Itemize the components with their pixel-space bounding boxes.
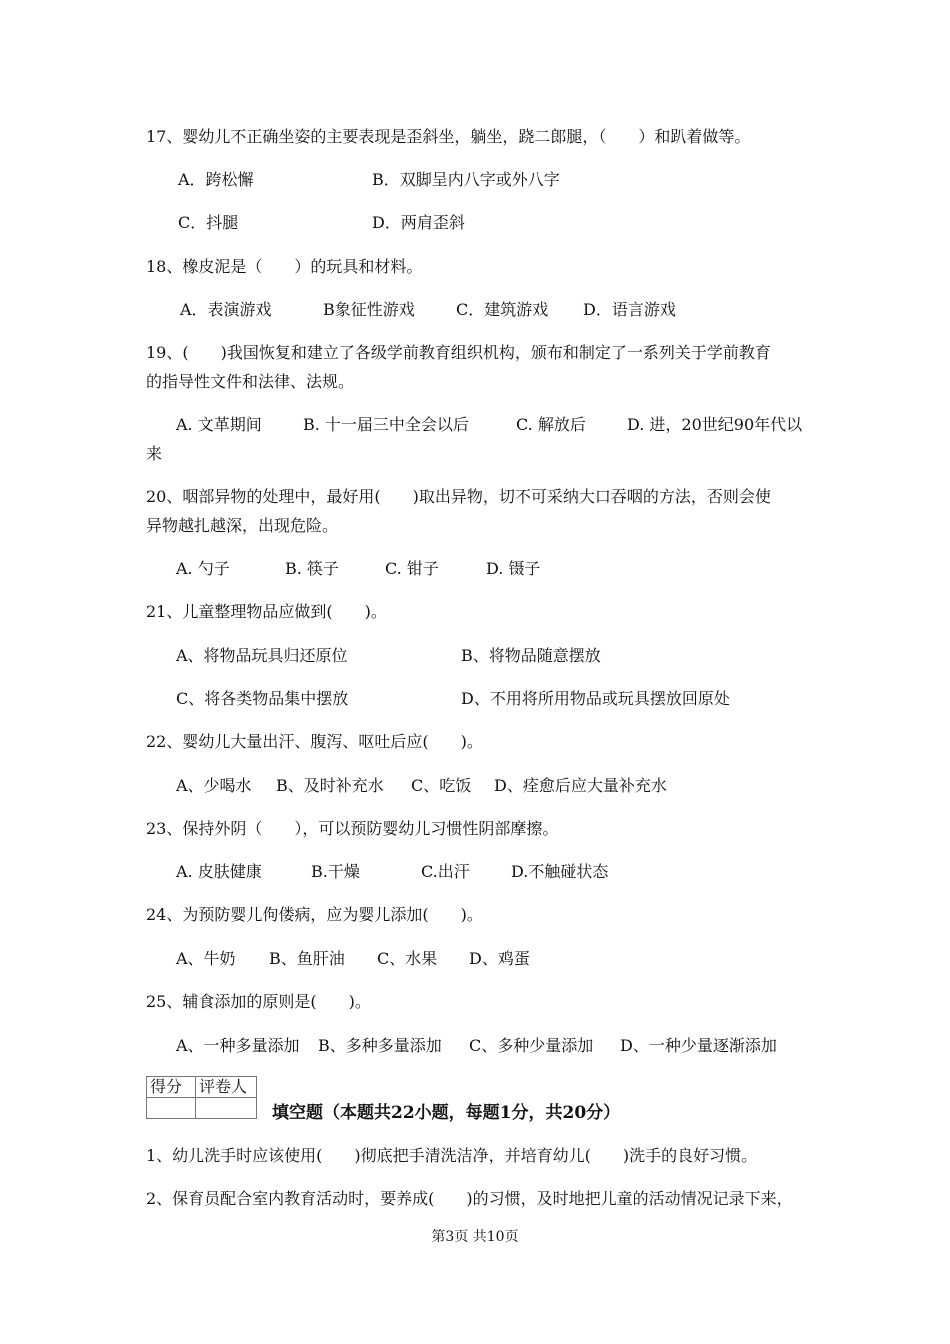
- grader-label: 评卷人: [196, 1077, 257, 1098]
- grader-cell: [196, 1098, 257, 1119]
- question-20-stem-line2: 异物越扎越深，出现危险。: [146, 516, 339, 535]
- page-footer: 第3页 共10页: [431, 1229, 519, 1245]
- question-20-option-a: A. 勺子: [176, 559, 230, 578]
- question-21-stem: 21、儿童整理物品应做到( )。: [146, 602, 387, 621]
- question-19-option-d: D. 进，20世纪90年代以: [627, 415, 803, 434]
- question-25-option-d: D、一种少量逐渐添加: [620, 1036, 777, 1055]
- fill-question-2: 2、保育员配合室内教育活动时，要养成( )的习惯，及时地把儿童的活动情况记录下来，: [146, 1189, 793, 1208]
- question-22-option-a: A、少喝水: [176, 776, 252, 795]
- question-18-option-a: A．表演游戏: [180, 300, 272, 319]
- question-18-option-b: B象征性游戏: [323, 300, 415, 319]
- question-23-stem: 23、保持外阴（ ），可以预防婴幼儿习惯性阴部摩擦。: [146, 819, 559, 838]
- question-19-stem-line2: 的指导性文件和法律、法规。: [146, 372, 355, 391]
- question-21-option-d: D、不用将所用物品或玩具摆放回原处: [461, 689, 730, 708]
- question-24-option-c: C、水果: [377, 949, 438, 968]
- question-20-stem-line1: 20、咽部异物的处理中，最好用( )取出异物，切不可采纳大口吞咽的方法，否则会使: [146, 487, 771, 506]
- question-17-option-d: D．两肩歪斜: [372, 213, 465, 232]
- question-24-option-b: B、鱼肝油: [269, 949, 345, 968]
- question-23-option-d: D.不触碰状态: [511, 862, 609, 881]
- question-25-option-b: B、多种多量添加: [318, 1036, 442, 1055]
- question-21-option-b: B、将物品随意摆放: [461, 646, 601, 665]
- question-17-stem: 17、婴幼儿不正确坐姿的主要表现是歪斜坐，躺坐，跷二郎腿，（ ）和趴着做等。: [146, 127, 751, 146]
- question-17-option-a: A．跨松懈: [178, 170, 254, 189]
- question-19-option-d-wrap: 来: [146, 444, 163, 463]
- question-20-option-d: D. 镊子: [486, 559, 541, 578]
- question-19-option-c: C. 解放后: [516, 415, 586, 434]
- question-22-option-c: C、吃饭: [411, 776, 472, 795]
- question-18-option-c: C．建筑游戏: [456, 300, 549, 319]
- question-25-option-a: A、一种多量添加: [176, 1036, 300, 1055]
- question-20-option-c: C. 钳子: [385, 559, 439, 578]
- question-22-option-d: D、痊愈后应大量补充水: [494, 776, 667, 795]
- question-23-option-a: A. 皮肤健康: [176, 862, 262, 881]
- question-17-option-b: B．双脚呈内八字或外八字: [372, 170, 560, 189]
- question-25-option-c: C、多种少量添加: [469, 1036, 594, 1055]
- question-18-stem: 18、橡皮泥是（ ）的玩具和材料。: [146, 257, 423, 276]
- question-23-option-b: B.干燥: [311, 862, 360, 881]
- question-19-option-b: B. 十一届三中全会以后: [303, 415, 469, 434]
- score-box: [146, 1076, 257, 1119]
- question-22-stem: 22、婴幼儿大量出汗、腹泻、呕吐后应( )。: [146, 732, 483, 751]
- question-18-option-d: D．语言游戏: [583, 300, 676, 319]
- question-24-option-d: D、鸡蛋: [469, 949, 530, 968]
- score-cell: [147, 1098, 196, 1119]
- question-24-option-a: A、牛奶: [176, 949, 236, 968]
- score-label: 得分: [147, 1077, 196, 1098]
- question-22-option-b: B、及时补充水: [276, 776, 384, 795]
- question-25-stem: 25、辅食添加的原则是( )。: [146, 992, 371, 1011]
- question-19-stem-line1: 19、( )我国恢复和建立了各级学前教育组织机构，颁布和制定了一系列关于学前教育: [146, 343, 771, 362]
- question-20-option-b: B. 筷子: [285, 559, 339, 578]
- fill-question-1: 1、幼儿洗手时应该使用( )彻底把手清洗洁净，并培育幼儿( )洗手的良好习惯。: [146, 1146, 758, 1165]
- question-24-stem: 24、为预防婴儿佝偻病，应为婴儿添加( )。: [146, 905, 483, 924]
- question-23-option-c: C.出汗: [421, 862, 470, 881]
- question-21-option-a: A、将物品玩具归还原位: [176, 646, 348, 665]
- question-21-option-c: C、将各类物品集中摆放: [176, 689, 349, 708]
- question-17-option-c: C．抖腿: [178, 213, 239, 232]
- section-title: 填空题（本题共22小题，每题1分，共20分）: [272, 1103, 621, 1123]
- question-19-option-a: A. 文革期间: [176, 415, 262, 434]
